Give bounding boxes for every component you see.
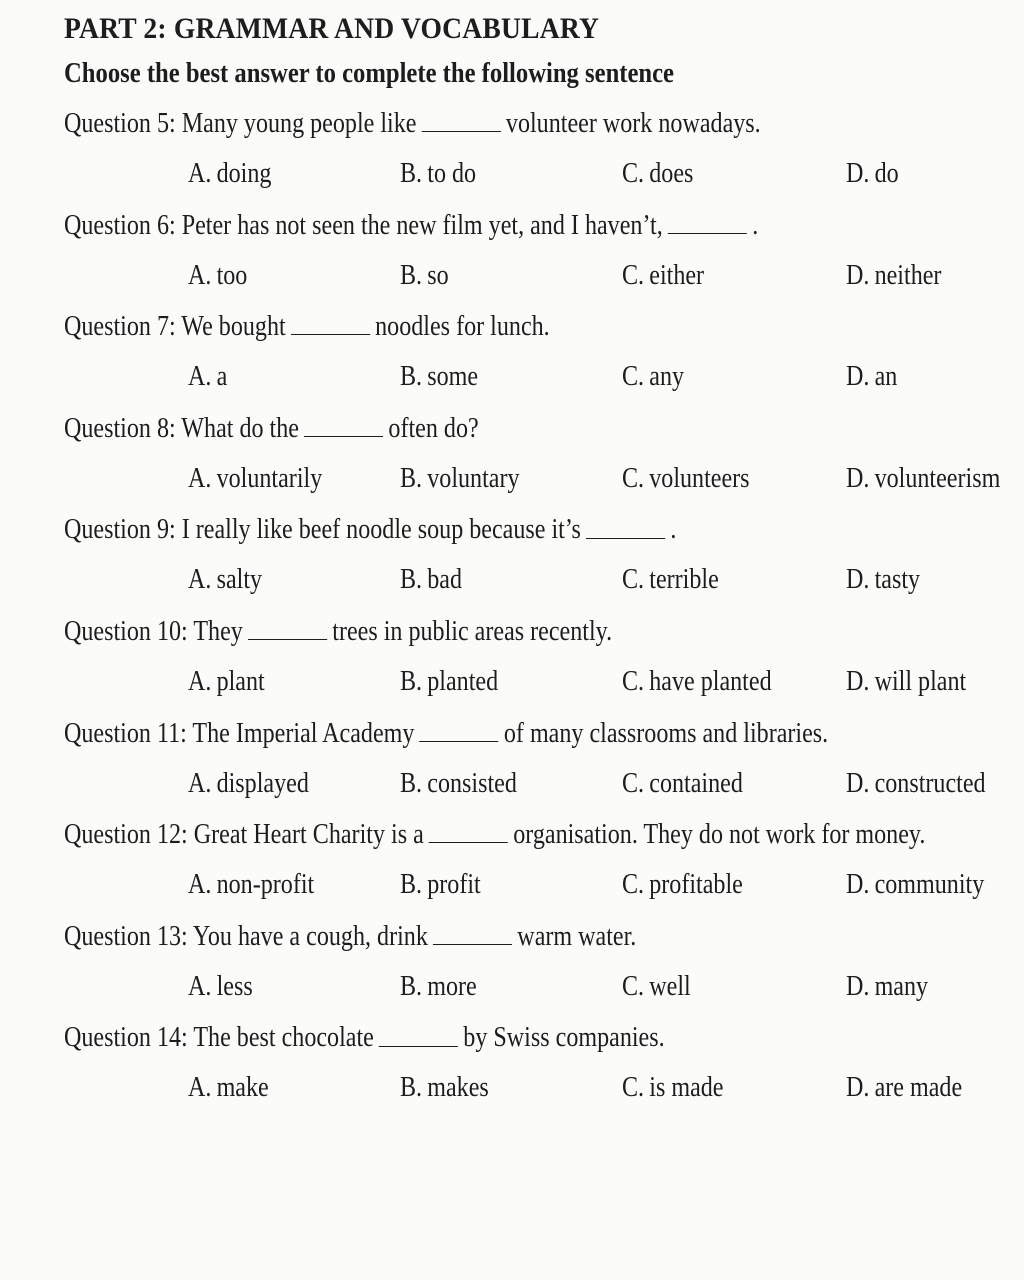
- question-text-after: .: [670, 514, 677, 546]
- answer-blank: [433, 919, 512, 945]
- option-text: profitable: [649, 869, 743, 901]
- answer-options: [0, 666, 1024, 706]
- option-c[interactable]: [622, 564, 719, 596]
- option-d[interactable]: [846, 971, 928, 1003]
- option-b[interactable]: [400, 666, 498, 698]
- option-letter: A.: [188, 564, 212, 596]
- option-letter: A.: [188, 767, 212, 799]
- question-stem: [64, 309, 550, 343]
- question-text-before: Peter has not seen the new film yet, and I haven’t,: [181, 209, 663, 241]
- option-text: well: [649, 970, 691, 1002]
- answer-options: [0, 768, 1024, 808]
- option-text: some: [427, 361, 479, 393]
- option-c[interactable]: [622, 361, 684, 393]
- option-d[interactable]: [846, 768, 986, 800]
- question-text-after: .: [752, 209, 759, 241]
- option-text: makes: [427, 1072, 489, 1104]
- question-block: [0, 919, 1024, 1021]
- option-a[interactable]: [188, 564, 262, 596]
- question-stem: [64, 411, 479, 445]
- option-letter: C.: [622, 970, 645, 1002]
- option-text: tasty: [874, 564, 921, 596]
- answer-blank: [248, 614, 327, 640]
- question-block: [0, 1020, 1024, 1122]
- option-letter: C.: [622, 361, 645, 393]
- option-letter: A.: [188, 361, 212, 393]
- option-text: consisted: [427, 767, 517, 799]
- option-letter: C.: [622, 259, 645, 291]
- question-label: Question 13:: [64, 920, 188, 952]
- question-stem: [64, 919, 636, 953]
- option-text: to do: [427, 158, 477, 189]
- option-c[interactable]: [622, 158, 693, 190]
- answer-options: [0, 1072, 1024, 1112]
- question-block: [0, 817, 1024, 919]
- option-a[interactable]: [188, 869, 314, 901]
- option-text: volunteers: [649, 462, 750, 494]
- option-b[interactable]: [400, 361, 478, 393]
- option-letter: D.: [846, 869, 870, 901]
- option-a[interactable]: [188, 463, 322, 495]
- option-letter: D.: [846, 462, 870, 494]
- option-text: are made: [874, 1072, 963, 1104]
- option-c[interactable]: [622, 1072, 723, 1104]
- question-stem: [64, 817, 925, 851]
- answer-blank: [586, 512, 665, 538]
- option-letter: D.: [846, 158, 870, 189]
- option-text: more: [427, 970, 477, 1002]
- question-stem: [64, 614, 612, 648]
- question-text-after: trees in public areas recently.: [332, 616, 613, 648]
- option-b[interactable]: [400, 463, 520, 495]
- answer-blank: [668, 208, 747, 234]
- option-text: voluntary: [427, 462, 520, 494]
- question-block: [0, 614, 1024, 716]
- question-text-after: volunteer work nowadays.: [505, 108, 761, 140]
- question-text-after: often do?: [388, 412, 479, 444]
- option-d[interactable]: [846, 158, 899, 190]
- option-letter: C.: [622, 158, 645, 189]
- answer-blank: [379, 1020, 458, 1046]
- question-text-after: organisation. They do not work for money.: [513, 819, 926, 851]
- option-c[interactable]: [622, 260, 704, 292]
- question-text-before: I really like beef noodle soup because it’s: [181, 514, 581, 546]
- option-letter: D.: [846, 1072, 870, 1104]
- option-letter: A.: [188, 665, 212, 697]
- answer-options: [0, 260, 1024, 300]
- question-block: [0, 106, 1024, 208]
- question-text-after: noodles for lunch.: [375, 311, 550, 343]
- question-label: Question 5:: [64, 108, 176, 140]
- option-letter: B.: [400, 259, 423, 291]
- option-c[interactable]: [622, 971, 691, 1003]
- option-letter: C.: [622, 869, 645, 901]
- option-letter: B.: [400, 869, 423, 901]
- option-text: contained: [649, 767, 743, 799]
- option-text: will plant: [874, 665, 967, 697]
- question-block: [0, 512, 1024, 614]
- option-b[interactable]: [400, 564, 462, 596]
- option-text: an: [874, 361, 898, 393]
- option-text: community: [874, 869, 985, 901]
- option-letter: A.: [188, 158, 212, 189]
- option-letter: D.: [846, 361, 870, 393]
- option-letter: B.: [400, 970, 423, 1002]
- option-letter: B.: [400, 1072, 423, 1104]
- option-text: make: [216, 1072, 269, 1104]
- option-d[interactable]: [846, 463, 1000, 495]
- option-letter: C.: [622, 462, 645, 494]
- option-text: too: [216, 259, 248, 291]
- question-text-before: You have a cough, drink: [192, 920, 428, 952]
- question-stem: [64, 512, 676, 546]
- option-text: neither: [874, 259, 942, 291]
- answer-options: [0, 158, 1024, 198]
- question-text-before: Great Heart Charity is a: [193, 819, 424, 851]
- option-a[interactable]: [188, 260, 247, 292]
- option-text: do: [874, 158, 899, 189]
- question-label: Question 11:: [64, 717, 187, 749]
- option-text: doing: [216, 158, 272, 189]
- option-letter: B.: [400, 767, 423, 799]
- option-text: a: [216, 361, 228, 393]
- option-text: plant: [216, 665, 265, 697]
- option-d[interactable]: [846, 260, 941, 292]
- answer-options: [0, 869, 1024, 909]
- instruction: Choose the best answer to complete the following sentence: [64, 58, 674, 89]
- option-letter: C.: [622, 665, 645, 697]
- option-text: does: [649, 158, 694, 189]
- question-label: Question 12:: [64, 819, 188, 851]
- answer-blank: [420, 716, 499, 742]
- answer-options: [0, 971, 1024, 1011]
- question-text-before: What do the: [181, 412, 299, 444]
- answer-blank: [291, 309, 370, 335]
- option-text: planted: [427, 665, 499, 697]
- option-text: less: [216, 970, 253, 1002]
- question-text-before: Many young people like: [181, 108, 417, 140]
- question-block: [0, 411, 1024, 513]
- option-text: so: [427, 259, 449, 291]
- option-text: voluntarily: [216, 462, 323, 494]
- option-text: volunteerism: [874, 462, 1001, 494]
- option-letter: C.: [622, 1072, 645, 1104]
- option-a[interactable]: [188, 971, 253, 1003]
- question-stem: [64, 716, 828, 750]
- option-b[interactable]: [400, 869, 481, 901]
- option-text: displayed: [216, 767, 309, 799]
- question-text-after: of many classrooms and libraries.: [503, 717, 829, 749]
- option-c[interactable]: [622, 869, 743, 901]
- option-text: either: [649, 259, 705, 291]
- option-b[interactable]: [400, 971, 477, 1003]
- question-label: Question 7:: [64, 311, 176, 343]
- question-stem: [64, 1020, 665, 1054]
- question-stem: [64, 106, 761, 140]
- question-text-after: warm water.: [517, 920, 637, 952]
- option-text: bad: [427, 564, 463, 596]
- question-text-after: by Swiss companies.: [463, 1022, 665, 1054]
- option-text: non-profit: [216, 869, 315, 901]
- option-letter: C.: [622, 767, 645, 799]
- answer-options: [0, 564, 1024, 604]
- answer-options: [0, 463, 1024, 503]
- part-title: PART 2: GRAMMAR AND VOCABULARY: [64, 12, 600, 45]
- option-letter: D.: [846, 767, 870, 799]
- option-letter: D.: [846, 665, 870, 697]
- option-b[interactable]: [400, 1072, 489, 1104]
- option-c[interactable]: [622, 768, 743, 800]
- question-text-before: The Imperial Academy: [192, 717, 415, 749]
- option-letter: A.: [188, 259, 212, 291]
- option-a[interactable]: [188, 361, 227, 393]
- option-letter: B.: [400, 462, 423, 494]
- option-letter: B.: [400, 564, 423, 596]
- option-d[interactable]: [846, 361, 897, 393]
- question-label: Question 10:: [64, 616, 188, 648]
- option-a[interactable]: [188, 1072, 269, 1104]
- option-letter: B.: [400, 158, 423, 189]
- option-a[interactable]: [188, 666, 265, 698]
- option-b[interactable]: [400, 260, 449, 292]
- answer-blank: [304, 411, 383, 437]
- option-letter: D.: [846, 564, 870, 596]
- option-letter: D.: [846, 259, 870, 291]
- option-b[interactable]: [400, 768, 517, 800]
- option-c[interactable]: [622, 666, 772, 698]
- option-letter: B.: [400, 665, 423, 697]
- question-block: [0, 208, 1024, 310]
- option-d[interactable]: [846, 1072, 962, 1104]
- option-c[interactable]: [622, 463, 750, 495]
- option-letter: C.: [622, 564, 645, 596]
- question-block: [0, 716, 1024, 818]
- option-letter: D.: [846, 970, 870, 1002]
- question-text-before: They: [193, 616, 243, 648]
- option-text: many: [874, 970, 929, 1002]
- option-d[interactable]: [846, 564, 920, 596]
- question-text-before: We bought: [181, 311, 286, 343]
- option-text: is made: [649, 1072, 724, 1104]
- option-a[interactable]: [188, 158, 271, 190]
- question-label: Question 8:: [64, 412, 176, 444]
- answer-blank: [429, 817, 508, 843]
- option-d[interactable]: [846, 869, 984, 901]
- option-text: have planted: [649, 665, 772, 697]
- option-letter: A.: [188, 462, 212, 494]
- option-d[interactable]: [846, 666, 966, 698]
- question-list: [0, 106, 1024, 1122]
- option-b[interactable]: [400, 158, 476, 190]
- option-letter: A.: [188, 1072, 212, 1104]
- question-stem: [64, 208, 758, 242]
- question-label: Question 14:: [64, 1022, 188, 1054]
- question-text-before: The best chocolate: [193, 1022, 374, 1054]
- question-block: [0, 309, 1024, 411]
- option-letter: A.: [188, 970, 212, 1002]
- option-text: terrible: [649, 564, 719, 596]
- question-label: Question 9:: [64, 514, 176, 546]
- answer-blank: [422, 106, 501, 132]
- option-text: salty: [216, 564, 263, 596]
- option-text: any: [649, 361, 685, 393]
- option-text: constructed: [874, 767, 986, 799]
- option-letter: A.: [188, 869, 212, 901]
- question-label: Question 6:: [64, 209, 176, 241]
- option-letter: B.: [400, 361, 423, 393]
- option-text: profit: [427, 869, 481, 901]
- option-a[interactable]: [188, 768, 309, 800]
- answer-options: [0, 361, 1024, 401]
